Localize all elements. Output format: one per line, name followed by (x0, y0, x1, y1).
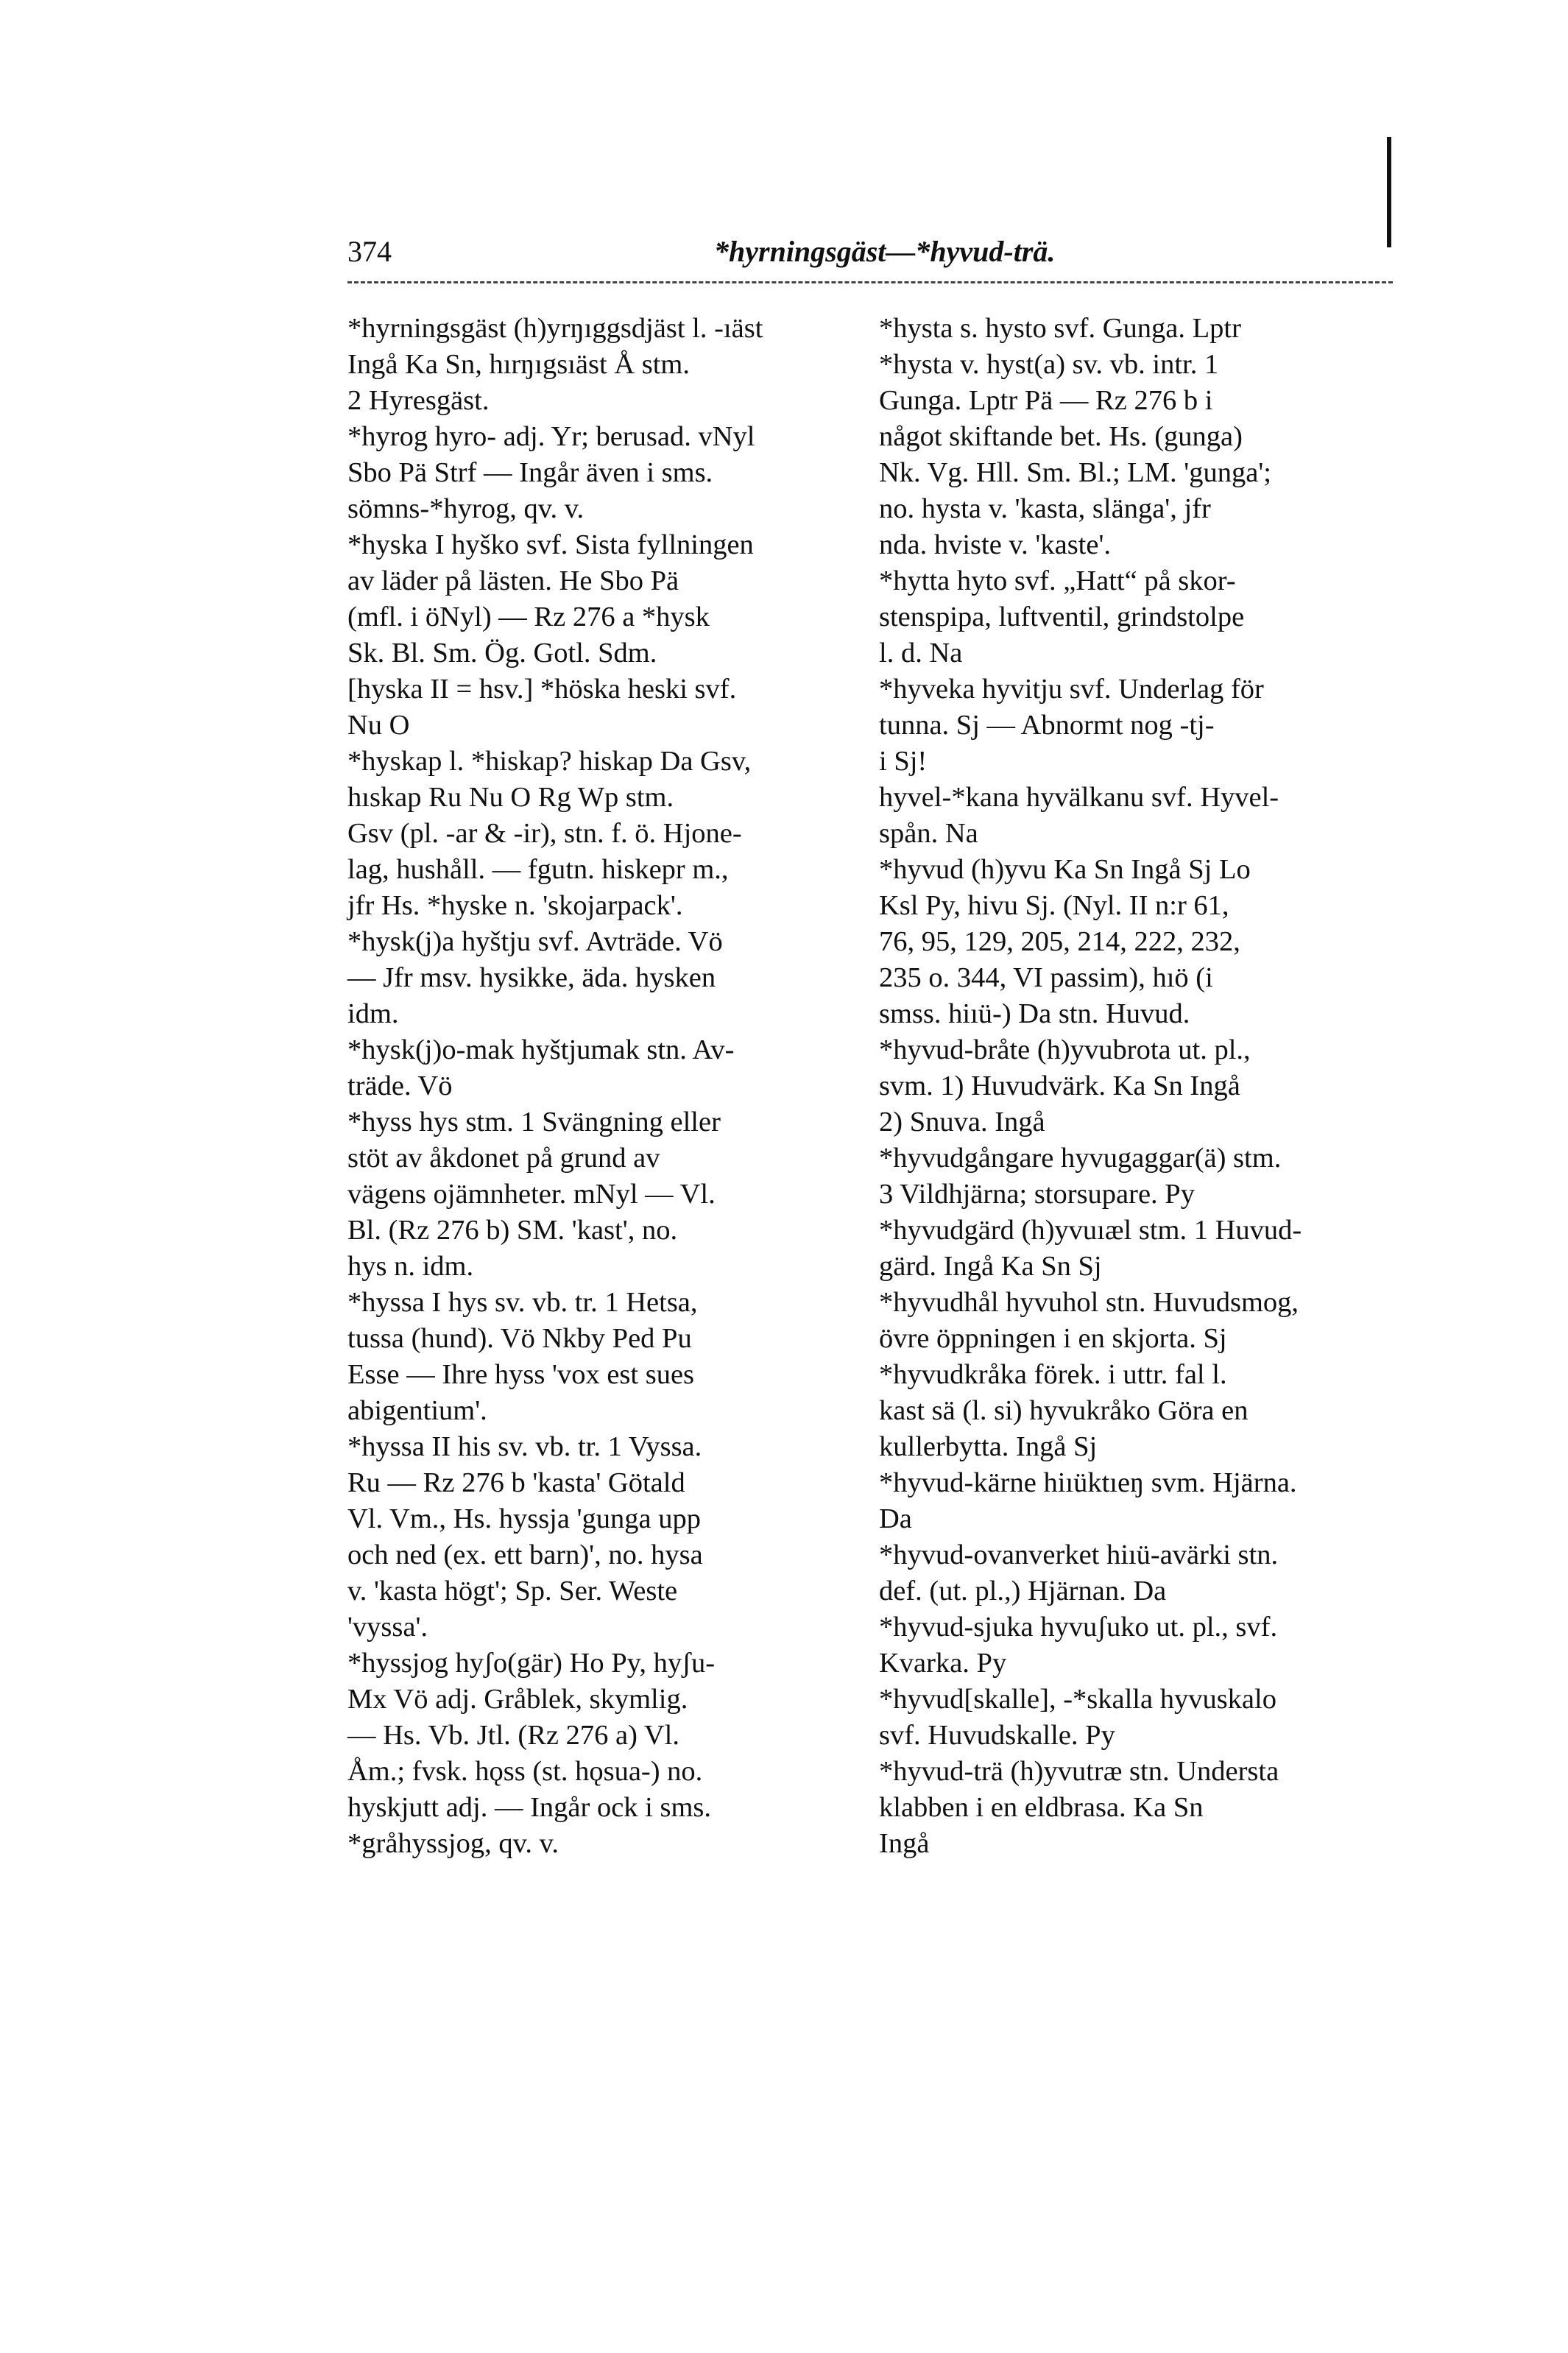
entry-line: Gunga. Lptr Pä — Rz 276 b i (879, 385, 1213, 416)
entry-line: Ingå Ka Sn, hırŋıgsıäst Å stm. (347, 349, 690, 380)
entry-line: *hyvud-kärne hiıüktıeŋ svm. Hjärna. (879, 1467, 1297, 1498)
entry-line: *hyveka hyvitju svf. Underlag för (879, 674, 1264, 705)
entry-line: hyvel-*kana hyvälkanu svf. Hyvel- (879, 782, 1279, 813)
entry-line: v. 'kasta högt'; Sp. Ser. Weste (347, 1576, 678, 1606)
entry-line: hıskap Ru Nu O Rg Wp stm. (347, 782, 674, 813)
entry-line: — Jfr msv. hysikke, äda. hysken (347, 962, 716, 993)
entry-line: Bl. (Rz 276 b) SM. 'kast', no. (347, 1215, 678, 1246)
entry-line: lag, hushåll. — fgutn. hiskepr m., (347, 854, 729, 885)
entry-line: Da (879, 1503, 912, 1534)
entry-line: *hyvud (h)yvu Ka Sn Ingå Sj Lo (879, 854, 1251, 885)
entry-line: kullerbytta. Ingå Sj (879, 1431, 1098, 1462)
entry-line: *hyvud-sjuka hyvuʃuko ut. pl., svf. (879, 1612, 1278, 1643)
entry-line: Nk. Vg. Hll. Sm. Bl.; LM. 'gunga'; (879, 457, 1271, 488)
entry-line: *hyssa II his sv. vb. tr. 1 Vyssa. (347, 1431, 702, 1462)
entry-line: *hyrningsgäst (h)yrŋıggsdjäst l. -ıäst (347, 313, 763, 344)
entry-line: svf. Huvudskalle. Py (879, 1720, 1115, 1751)
entry-line: hys n. idm. (347, 1251, 474, 1282)
entry-line: *hyvud[skalle], -*skalla hyvuskalo (879, 1684, 1276, 1715)
entry-line: övre öppningen i en skjorta. Sj (879, 1323, 1227, 1354)
page-number: 374 (347, 235, 392, 268)
entry-line: *hyvudkråka förek. i uttr. fal l. (879, 1359, 1227, 1390)
entry-line: Kvarka. Py (879, 1648, 1007, 1679)
entry-line: abigentium'. (347, 1395, 487, 1426)
entry-line: *hyvudgångare hyvugaggar(ä) stm. (879, 1143, 1282, 1174)
entry-line: *hyvud-bråte (h)yvubrota ut. pl., (879, 1034, 1251, 1065)
entry-line: *hyvudgärd (h)yvuıæl stm. 1 Huvud- (879, 1215, 1302, 1246)
entry-line: och ned (ex. ett barn)', no. hysa (347, 1539, 703, 1570)
entry-line: smss. hiıü-) Da stn. Huvud. (879, 998, 1190, 1029)
entry-line: Ru — Rz 276 b 'kasta' Götald (347, 1467, 685, 1498)
entry-line: Mx Vö adj. Gråblek, skymlig. (347, 1684, 688, 1715)
entry-line: *hysta v. hyst(a) sv. vb. intr. 1 (879, 349, 1219, 380)
entry-line: 235 o. 344, VI passim), hıö (i (879, 962, 1213, 993)
entry-line: Ksl Py, hivu Sj. (Nyl. II n:r 61, (879, 890, 1229, 921)
entry-line: *hyska I hyško svf. Sista fyllningen (347, 529, 754, 560)
entry-line: av läder på lästen. He Sbo Pä (347, 565, 679, 596)
entry-line: i Sj! (879, 746, 928, 777)
entry-line: (mfl. i öNyl) — Rz 276 a *hysk (347, 602, 710, 632)
entry-line: spån. Na (879, 818, 978, 849)
entry-line: *hyrog hyro- adj. Yr; berusad. vNyl (347, 421, 755, 452)
entry-line: stenspipa, luftventil, grindstolpe (879, 602, 1245, 632)
entry-line: Vl. Vm., Hs. hyssja 'gunga upp (347, 1503, 701, 1534)
entry-line: *hytta hyto svf. „Hatt“ på skor- (879, 565, 1236, 596)
entry-line: Åm.; fvsk. hǫss (st. hǫsua-) no. (347, 1756, 703, 1787)
entry-line: Nu O (347, 710, 410, 741)
entry-line: vägens ojämnheter. mNyl — Vl. (347, 1179, 716, 1210)
entry-line: 76, 95, 129, 205, 214, 222, 232, (879, 926, 1240, 957)
margin-rule (1387, 137, 1391, 247)
entry-line: *hyskap l. *hiskap? hiskap Da Gsv, (347, 746, 752, 777)
entry-line: *hysk(j)o-mak hyštjumak stn. Av- (347, 1034, 735, 1065)
entry-line: kast sä (l. si) hyvukråko Göra en (879, 1395, 1249, 1426)
entry-line: Gsv (pl. -ar & -ir), stn. f. ö. Hjone- (347, 818, 742, 849)
entry-line: tunna. Sj — Abnormt nog -tj- (879, 710, 1215, 741)
entry-line: l. d. Na (879, 638, 963, 668)
entry-line: stöt av åkdonet på grund av (347, 1143, 660, 1174)
entry-line: *gråhyssjog, qv. v. (347, 1828, 559, 1859)
entry-line: nda. hviste v. 'kaste'. (879, 529, 1112, 560)
entry-line: hyskjutt adj. — Ingår ock i sms. (347, 1792, 712, 1823)
entry-line: — Hs. Vb. Jtl. (Rz 276 a) Vl. (347, 1720, 679, 1751)
entry-line: *hyssa I hys sv. vb. tr. 1 Hetsa, (347, 1287, 698, 1318)
entry-line: klabben i en eldbrasa. Ka Sn (879, 1792, 1204, 1823)
entry-line: 3 Vildhjärna; storsupare. Py (879, 1179, 1195, 1210)
entry-line: Esse — Ihre hyss 'vox est sues (347, 1359, 695, 1390)
entry-line: *hysk(j)a hyštju svf. Avträde. Vö (347, 926, 723, 957)
running-head (347, 234, 1393, 278)
entry-line: def. (ut. pl.,) Hjärnan. Da (879, 1576, 1167, 1606)
entry-line: *hyvudhål hyvuhol stn. Huvudsmog, (879, 1287, 1299, 1318)
entry-line: 'vyssa'. (347, 1612, 428, 1643)
entry-line: *hyvud-ovanverket hiıü-avärki stn. (879, 1539, 1279, 1570)
left-column (347, 311, 850, 1862)
entry-line: svm. 1) Huvudvärk. Ka Sn Ingå (879, 1070, 1240, 1101)
entry-line: *hyss hys stm. 1 Svängning eller (347, 1107, 721, 1137)
entry-line: [hyska II = hsv.] *höska heski svf. (347, 674, 737, 705)
right-column (879, 311, 1394, 1862)
entry-line: 2 Hyresgäst. (347, 385, 490, 416)
entry-line: tussa (hund). Vö Nkby Ped Pu (347, 1323, 692, 1354)
entry-line: Sbo Pä Strf — Ingår även i sms. (347, 457, 713, 488)
entry-line: *hyssjog hyʃo(gär) Ho Py, hyʃu- (347, 1648, 716, 1679)
entry-line: jfr Hs. *hyske n. 'skojarpack'. (347, 890, 683, 921)
entry-line: idm. (347, 998, 399, 1029)
header-rule (347, 281, 1393, 283)
entry-line: något skiftande bet. Hs. (gunga) (879, 421, 1243, 452)
entry-line: sömns-*hyrog, qv. v. (347, 493, 585, 524)
entry-line: *hyvud-trä (h)yvutræ stn. Understa (879, 1756, 1279, 1787)
entry-line: Ingå (879, 1828, 930, 1859)
running-title: *hyrningsgäst—*hyvud-trä. (714, 235, 1056, 268)
entry-line: gärd. Ingå Ka Sn Sj (879, 1251, 1102, 1282)
entry-line: Sk. Bl. Sm. Ög. Gotl. Sdm. (347, 638, 657, 668)
entry-line: *hysta s. hysto svf. Gunga. Lptr (879, 313, 1241, 344)
entry-line: no. hysta v. 'kasta, slänga', jfr (879, 493, 1211, 524)
entry-line: träde. Vö (347, 1070, 453, 1101)
entry-line: 2) Snuva. Ingå (879, 1107, 1045, 1137)
